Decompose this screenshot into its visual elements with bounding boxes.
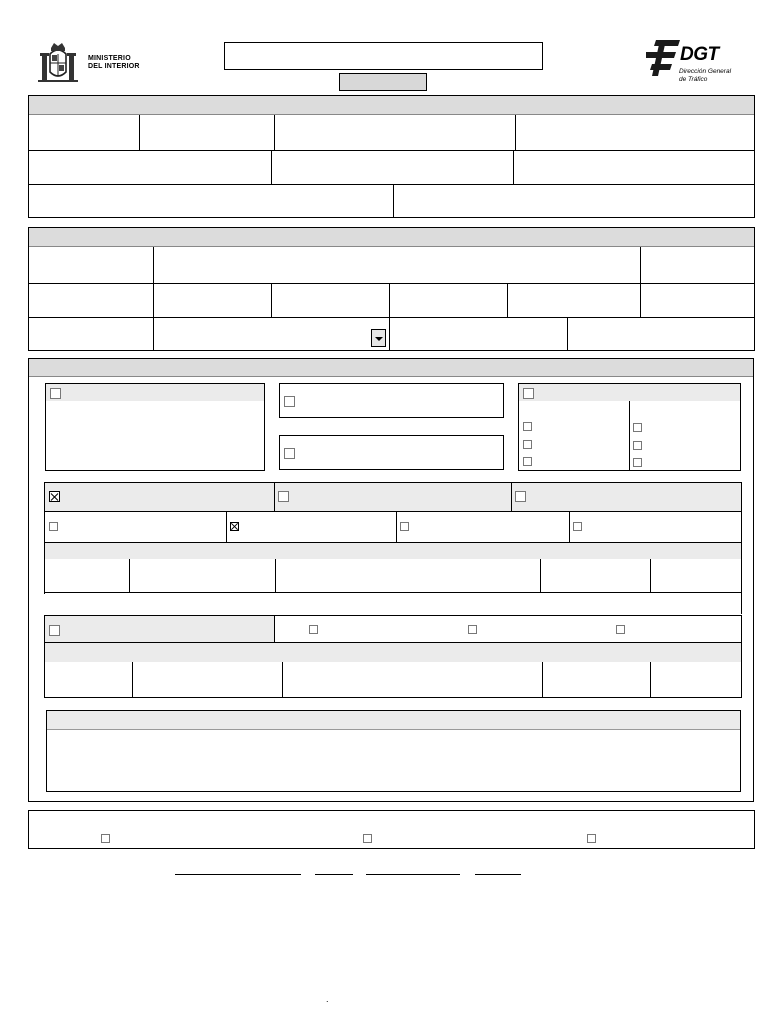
option-checkbox[interactable] (278, 491, 289, 502)
section-2 (28, 227, 755, 351)
sub-option-checkbox[interactable] (633, 458, 642, 467)
field-cell[interactable] (515, 115, 754, 150)
field-cell[interactable] (507, 283, 641, 317)
section-2-row-2 (29, 283, 754, 317)
option-checkbox[interactable] (284, 396, 295, 407)
field-cell[interactable] (132, 662, 283, 697)
field-cell[interactable] (271, 150, 514, 184)
subtable-2-row-a (45, 616, 741, 642)
option-cell (45, 616, 275, 642)
field-cell[interactable] (275, 559, 541, 592)
option-cell (45, 483, 275, 511)
sub-option-checkbox[interactable] (523, 457, 532, 466)
option-box-middle-bottom (279, 435, 504, 470)
ministry-logo (36, 42, 146, 84)
field-cell[interactable] (650, 662, 741, 697)
field-cell[interactable] (513, 150, 754, 184)
section-1-header-band (29, 96, 754, 115)
subtable-1-row-c (45, 559, 741, 593)
option-cell (226, 511, 397, 542)
option-checkbox[interactable] (523, 388, 534, 399)
form-code-field[interactable] (339, 73, 427, 91)
dgt-logo-text: DGT (680, 44, 719, 65)
field-cell[interactable] (29, 115, 140, 150)
form-title-field[interactable] (224, 42, 543, 70)
dgt-subtitle-line1: Dirección General (679, 68, 732, 75)
chevron-down-icon[interactable] (371, 329, 386, 347)
section-2-row-3 (29, 317, 754, 350)
option-box-middle-top (279, 383, 504, 418)
subtable-1-label-band (45, 543, 741, 559)
section-2-header-band (29, 228, 754, 247)
sub-option-checkbox[interactable] (523, 440, 532, 449)
day-line[interactable] (315, 874, 353, 875)
year-line[interactable] (475, 874, 521, 875)
subtable-1-row-b (45, 511, 741, 542)
select-field[interactable] (153, 317, 390, 350)
field-cell[interactable] (274, 115, 516, 150)
option-box-right (518, 383, 741, 471)
option-checkbox[interactable] (309, 625, 318, 634)
field-cell[interactable] (45, 662, 133, 697)
section-1-row-1 (29, 115, 754, 150)
sub-option-checkbox[interactable] (523, 422, 532, 431)
field-cell[interactable] (282, 662, 543, 697)
field-cell[interactable] (389, 317, 568, 350)
dgt-logo (646, 40, 742, 86)
field-cell[interactable] (640, 247, 754, 283)
section-1-row-2 (29, 150, 754, 184)
field-cell[interactable] (640, 283, 754, 317)
field-cell[interactable] (567, 317, 754, 350)
option-checkbox-checked[interactable] (49, 491, 60, 502)
option-checkbox[interactable] (515, 491, 526, 502)
field-cell[interactable] (45, 559, 130, 592)
field-cell[interactable] (650, 559, 741, 592)
ministry-name-line2: DEL INTERIOR (88, 63, 140, 70)
option-checkbox[interactable] (284, 448, 295, 459)
option-cell (45, 511, 227, 542)
option-checkbox[interactable] (587, 834, 596, 843)
subtable-1 (44, 482, 742, 594)
option-cell (511, 483, 741, 511)
option-checkbox[interactable] (101, 834, 110, 843)
sub-option-checkbox[interactable] (633, 423, 642, 432)
option-checkbox[interactable] (50, 388, 61, 399)
sub-option-checkbox[interactable] (633, 441, 642, 450)
option-checkbox-checked[interactable] (230, 522, 239, 531)
dgt-subtitle-line2: de Tráfico (679, 76, 708, 83)
section-2-row-1 (29, 247, 754, 283)
dgt-emblem-icon (646, 40, 680, 76)
section-1-row-3 (29, 184, 754, 217)
subtable-1-right-edge (741, 592, 742, 614)
subtable-2-label-band (45, 643, 741, 662)
footer-dot: . (326, 994, 329, 1004)
option-box-left-header (46, 384, 264, 401)
field-cell[interactable] (153, 283, 272, 317)
section-4 (28, 810, 755, 849)
option-checkbox[interactable] (616, 625, 625, 634)
option-box-right-divider (629, 401, 630, 470)
observations-textarea[interactable] (47, 730, 740, 791)
option-cell (396, 511, 570, 542)
field-cell[interactable] (139, 115, 275, 150)
field-cell[interactable] (29, 150, 272, 184)
field-cell[interactable] (29, 247, 154, 283)
field-cell[interactable] (389, 283, 508, 317)
subtable-1-row-a (45, 483, 741, 511)
place-line[interactable] (175, 874, 301, 875)
field-cell[interactable] (542, 662, 651, 697)
field-cell[interactable] (153, 247, 641, 283)
observations-box (46, 710, 741, 792)
subtable-2-row-c (45, 662, 741, 697)
month-line[interactable] (366, 874, 460, 875)
ministry-name-line1: MINISTERIO (88, 55, 131, 62)
option-cell (569, 511, 741, 542)
field-cell[interactable] (29, 317, 154, 350)
option-box-right-header (519, 384, 740, 401)
option-checkbox[interactable] (49, 625, 60, 636)
section-3 (28, 358, 754, 802)
option-box-left (45, 383, 265, 471)
field-cell[interactable] (29, 184, 394, 217)
field-cell[interactable] (393, 184, 754, 217)
option-checkbox[interactable] (400, 522, 409, 531)
option-cell (274, 483, 512, 511)
option-checkbox[interactable] (363, 834, 372, 843)
section-3-header-band (29, 359, 753, 377)
field-cell[interactable] (129, 559, 276, 592)
section-1 (28, 95, 755, 218)
coat-of-arms-icon (36, 42, 80, 84)
observations-header (47, 711, 740, 730)
option-checkbox[interactable] (573, 522, 582, 531)
subtable-2 (44, 615, 742, 698)
option-checkbox[interactable] (49, 522, 58, 531)
field-cell[interactable] (29, 283, 154, 317)
field-cell[interactable] (540, 559, 651, 592)
option-checkbox[interactable] (468, 625, 477, 634)
field-cell[interactable] (271, 283, 390, 317)
